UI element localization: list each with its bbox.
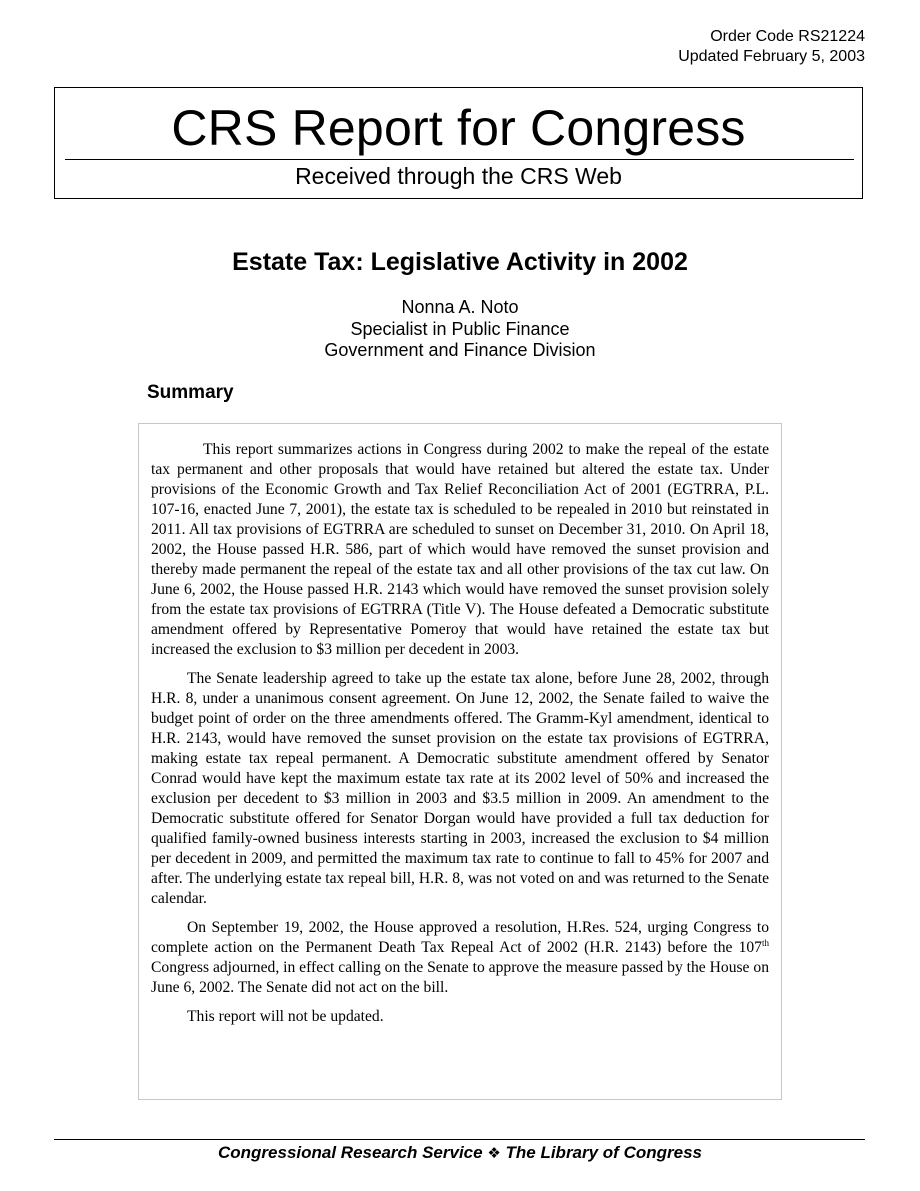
ordinal-superscript: th: [761, 937, 769, 948]
banner-subtitle: Received through the CRS Web: [295, 163, 622, 189]
author-block: [0, 297, 920, 362]
author-name: Nonna A. Noto: [401, 297, 519, 317]
order-code: Order Code RS21224: [710, 28, 865, 45]
summary-paragraph-3-part-2: Congress adjourned, in effect calling on the Senate to approve the measure passed by the House on June 6, 2002. The Senate did not act on the bill.: [151, 959, 769, 996]
crs-banner: [54, 87, 863, 199]
summary-paragraph-4: This report will not be updated.: [187, 1008, 384, 1025]
author-title: Specialist in Public Finance: [350, 318, 570, 339]
report-title: Estate Tax: Legislative Activity in 2002: [232, 248, 688, 276]
summary-heading: Summary: [147, 382, 234, 403]
summary-paragraph-3: [151, 918, 769, 998]
footer: [0, 1142, 920, 1164]
order-code-block: [678, 27, 865, 67]
footer-loc: The Library of Congress: [505, 1143, 702, 1162]
banner-title: CRS Report for Congress: [171, 100, 746, 156]
author-division: Government and Finance Division: [324, 340, 596, 360]
footer-divider: [54, 1139, 865, 1140]
footer-crs: Congressional Research Service: [218, 1143, 483, 1162]
updated-date: Updated February 5, 2003: [678, 48, 865, 65]
summary-paragraph-1: This report summarizes actions in Congress during 2002 to make the repeal of the estate tax permanent and other proposals that would have retained but altered the estate tax. Under provisions of the Economic Growth and Tax Relief Reconciliation Act of 2001 (EGTRRA, P.L. 107-16, enacted June 7, 2001), the estate tax is scheduled to be repealed in 2010 but reinstated in 2011. All tax provisions of EGTRRA are scheduled to sunset on December 31, 2010. On April 18, 2002, the House passed H.R. 586, part of which would have removed the sunset provision and thereby made permanent the repeal of the estate tax and all other provisions of the tax cut law. On June 6, 2002, the House passed H.R. 2143 which would have removed the sunset provision solely from the estate tax provisions of EGTRRA (Title V). The House defeated a Democratic substitute amendment offered by Representative Pomeroy that would have retained the estate tax but increased the exclusion to $3 million per decedent in 2003.: [151, 441, 769, 658]
summary-paragraph-3-part-1: On September 19, 2002, the House approved a resolution, H.Res. 524, urging Congress to complete action on the Permanent Death Tax Repeal Act of 2002 (H.R. 2143) before the 107: [151, 919, 769, 956]
banner-divider: [65, 159, 854, 160]
diamond-icon: ❖: [487, 1144, 501, 1162]
summary-box: [138, 423, 782, 1100]
summary-paragraph-2: The Senate leadership agreed to take up the estate tax alone, before June 28, 2002, through H.R. 8, under a unanimous consent agreement. On June 12, 2002, the Senate failed to waive the budget point of order on the three amendments offered. The Gramm-Kyl amendment, identical to H.R. 2143, would have removed the sunset provision on the estate tax provisions of EGTRRA, making estate tax repeal permanent. A Democratic substitute amendment offered by Senator Conrad would have kept the maximum estate tax rate at its 2002 level of 50% and increased the exclusion per decedent to $3 million in 2003 and $3.5 million in 2009. An amendment to the Democratic substitute offered for Senator Dorgan would have provided a full tax deduction for qualified family-owned business interests starting in 2003, increased the exclusion to $4 million per decedent in 2009, and permitted the maximum tax rate to continue to fall to 45% for 2007 and after. The underlying estate tax repeal bill, H.R. 8, was not voted on and was returned to the Senate calendar.: [151, 670, 769, 907]
